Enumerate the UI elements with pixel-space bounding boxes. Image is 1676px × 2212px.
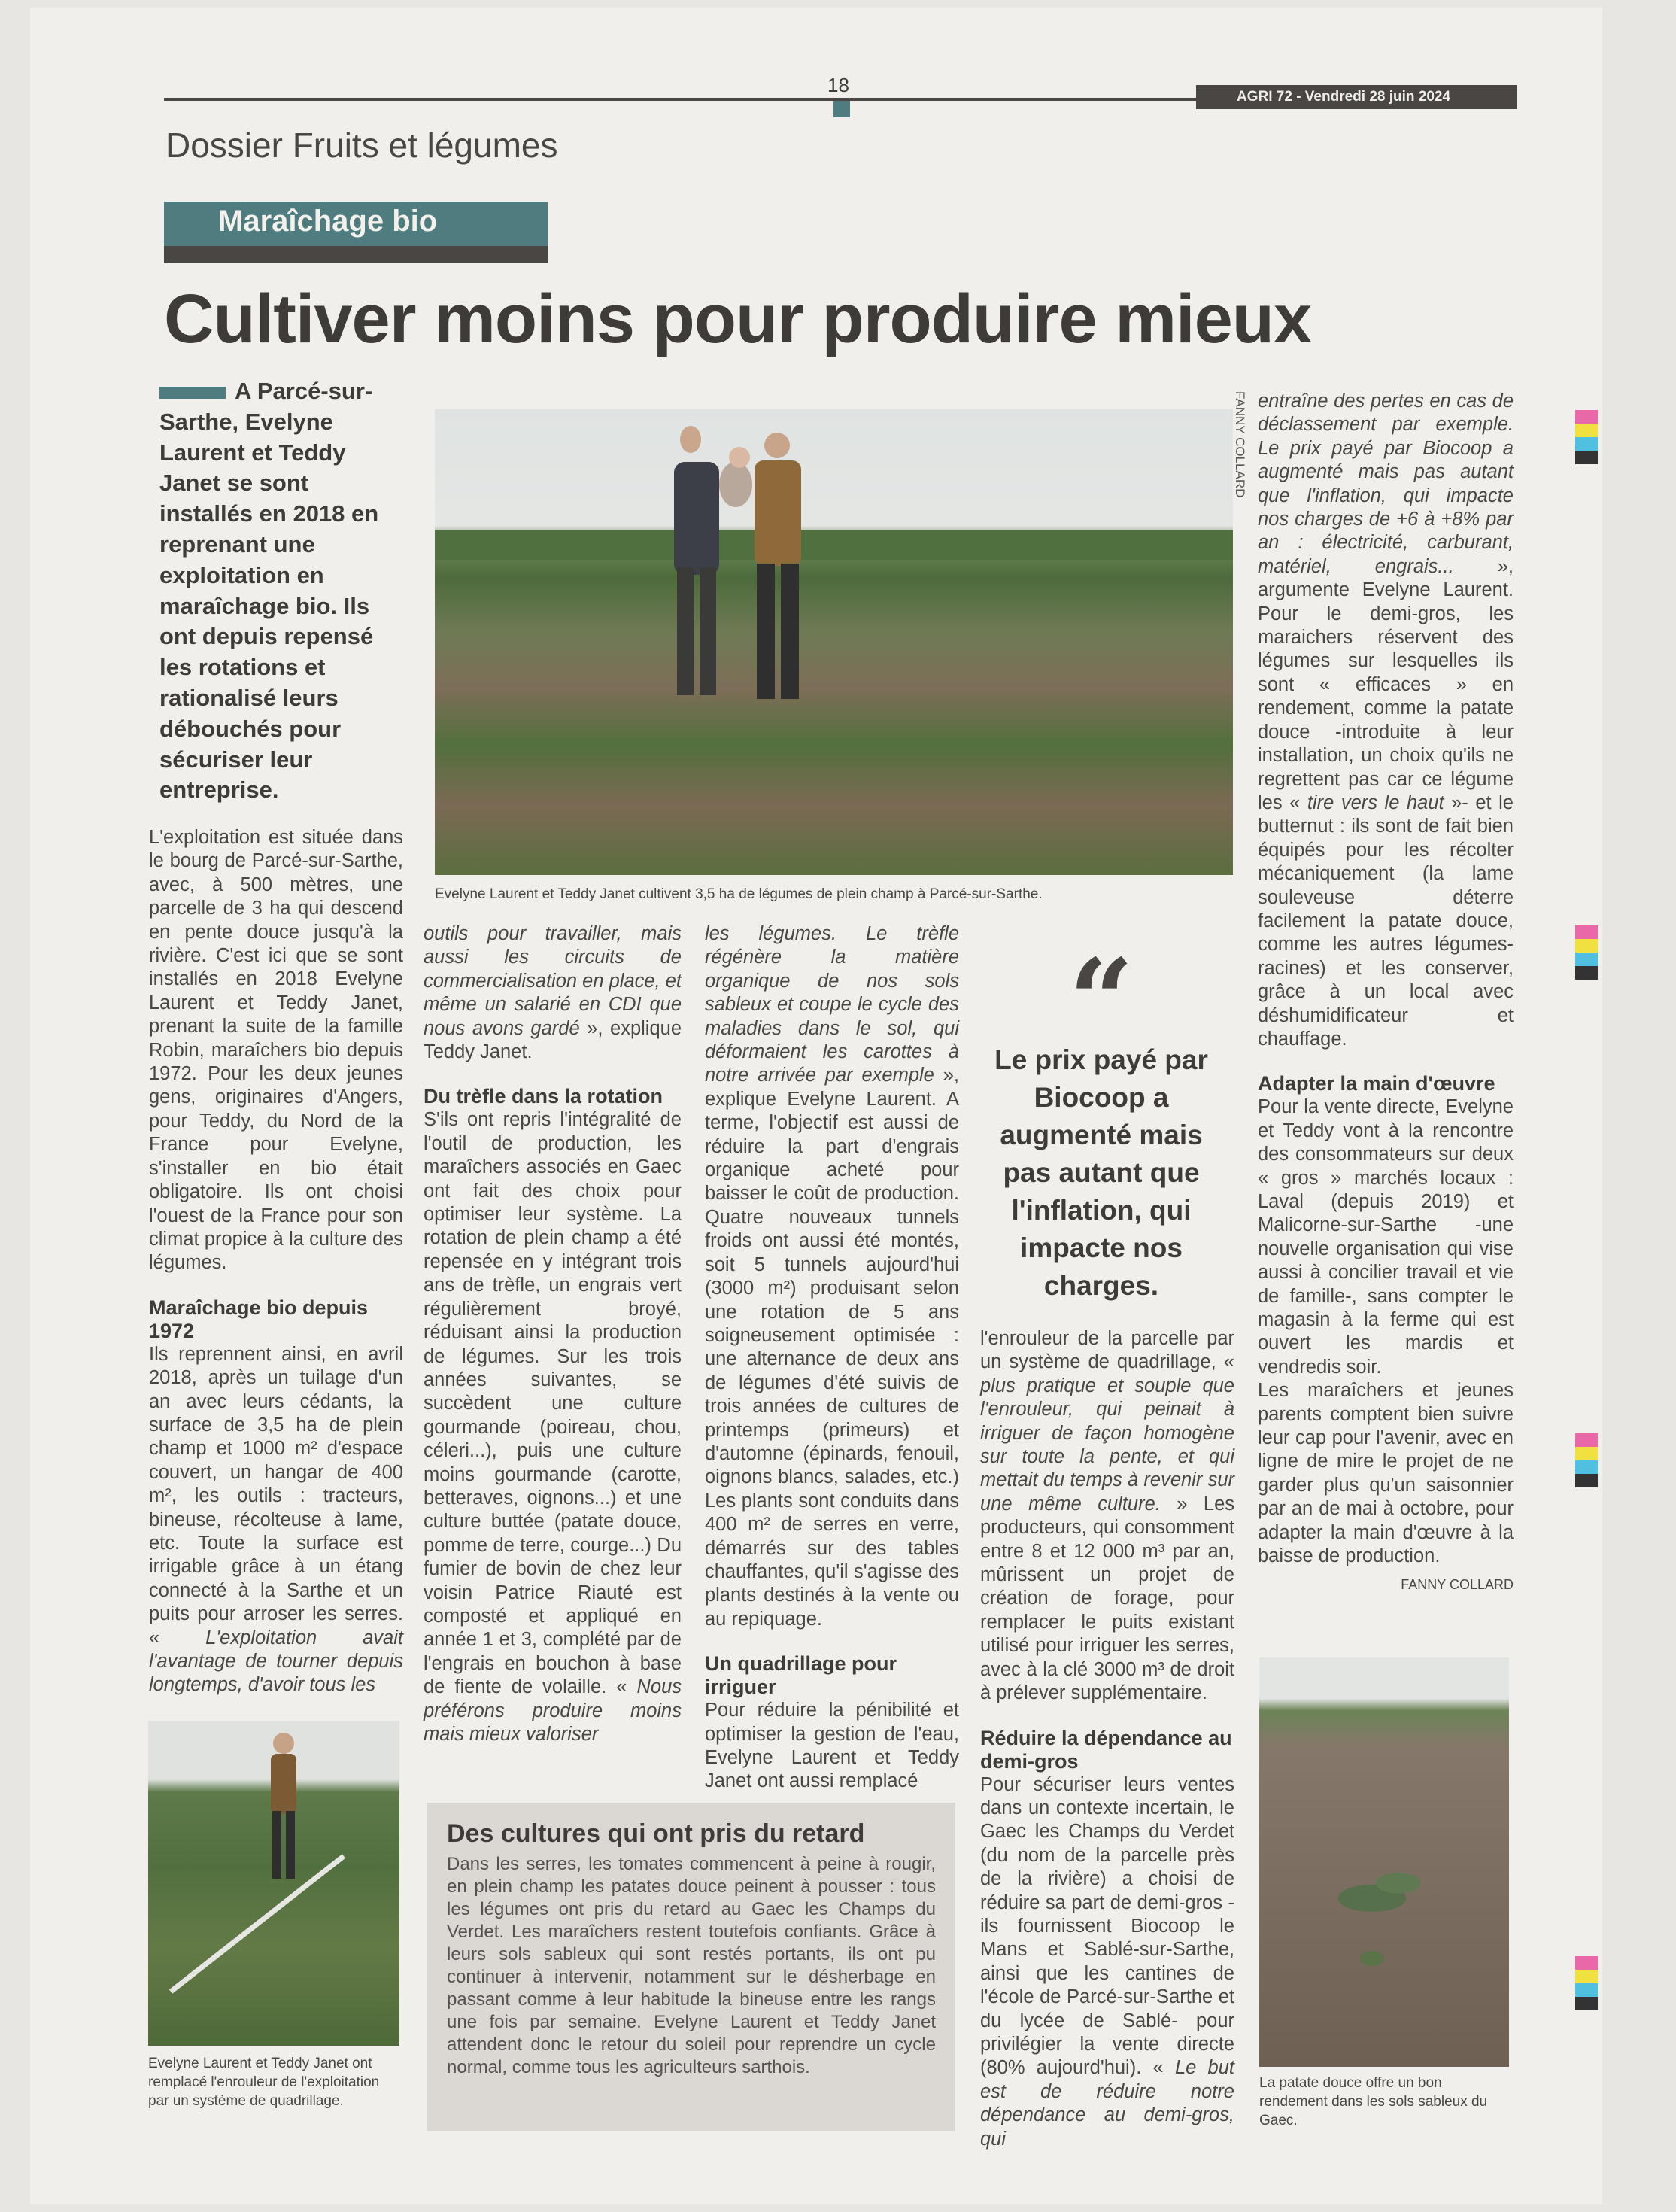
- text-run: Pour sécuriser leurs ventes dans un contexte incertain, le Gaec les Champs du Verdet (du nom de la parcelle près de la rivière) a choisi de réduire sa part de demi-gros -ils fournissent Biocoop le Mans et Sablé-sur-Sarthe, ainsi que les cantines de l'école de Parcé-sur-Sarthe et du lycée de Sablé- pour privilégier la vente directe (80% aujourd'hui). «: [980, 1773, 1234, 2079]
- subheading: [705, 1652, 959, 1699]
- paragraph: [424, 1108, 682, 1746]
- right-photo: [1259, 1657, 1509, 2067]
- article-lead: [159, 376, 404, 806]
- text-run: », argumente Evelyne Laurent. Pour le demi-gros, les maraichers réservent des légumes sur lesquelles ils sont « efficaces » en rendement, comme la patate douce -introduite à leur installation, un choix qu'ils ne regrettent pas car ce légume les «: [1258, 555, 1514, 813]
- paragraph: [705, 922, 959, 1631]
- text-run: », explique Teddy Janet.: [424, 1017, 682, 1063]
- text-run: Maraîchage bio depuis 1972: [149, 1296, 369, 1342]
- sidebar-box-text: Dans les serres, les tomates commencent à peine à rougir, en plein champ les patates douce peinent à pousser : tous les légumes ont pris du retard au Gaec les Champs du Verdet. Les maraîchers restent toutefois confiants. Grâce à leurs sols sableux qui sont restés portants, ils ont pu continuer à intervenir, notamment sur le désherbage en passant comme à leur habitude la bineuse entre les rangs une fois par semaine. Evelyne Laurent et Teddy Janet attendent donc le retour du soleil pour reprendre un cycle normal, comme tous les agriculteurs sarthois.: [447, 1854, 936, 2077]
- text-run: Pour réduire la pénibilité et optimiser la gestion de l'eau, Evelyne Laurent et Teddy Janet ont aussi remplacé: [705, 1700, 959, 1792]
- quoted-text: entraîne des pertes en cas de déclassement par exemple. Le prix payé par Biocoop a augmenté mais pas autant que l'inflation, qui impacte nos charges de +6 à +8% par an : électricité, carburant, matériel, engrais...: [1258, 390, 1514, 577]
- quoted-text: L'exploitation avait l'avantage de tourner depuis longtemps, d'avoir tous les: [149, 1627, 403, 1696]
- header-rule: [164, 98, 1202, 101]
- pull-quote-text: Le prix payé par Biocoop a augmenté mais pas autant que l'inflation, qui impacte nos charges.: [994, 1044, 1208, 1301]
- quote-marks-icon: “: [1068, 934, 1134, 1067]
- quoted-text: Nous préférons produire moins mais mieux valoriser: [424, 1676, 682, 1745]
- text-run: », explique Evelyne Laurent. A terme, l'objectif est aussi de réduire la part d'engrais organique acheté pour baisser le coût de production. Quatre nouveaux tunnels froids ont aussi été montés, soit 5 tunnels aujourd'hui (3000 m²) produisant selon une rotation de 5 ans soigneusement optimisée : une alternance de deux ans de légumes d'été suivis de trois années de cultures de printemps (primeurs) et d'automne (épinards, fenouil, oignons blancs, salades, etc.) Les plants sont conduits dans 400 m² de serres en verre, démarrés sur des tables chauffantes, qu'il s'agisse des plants destinés à la vente ou au repiquage.: [705, 1065, 959, 1630]
- left-photo: [148, 1721, 399, 2046]
- paragraph: [424, 922, 682, 1064]
- text-run: » Les producteurs, qui consomment entre 8 et 12 000 m³ par an, mûrissent un projet de création de forage, pour remplacer le puits existant utilisé pour irriguer les serres, avec à la clé 3000 m³ de droit à prélever supplémentaire.: [980, 1493, 1234, 1704]
- left-photo-caption: Evelyne Laurent et Teddy Janet ont remplacé l'enrouleur de l'exploitation par un système de quadrillage.: [148, 2056, 380, 2109]
- text-run: Réduire la dépendance au demi-gros: [980, 1726, 1232, 1773]
- text-run: Adapter la main d'œuvre: [1258, 1072, 1495, 1095]
- publication-date-badge: AGRI 72 - Vendredi 28 juin 2024: [1196, 85, 1517, 109]
- paragraph: [1258, 1379, 1514, 1568]
- lead-bar: [159, 387, 226, 399]
- text-run: FANNY COLLARD: [1401, 1576, 1514, 1592]
- paragraph: [1258, 1095, 1514, 1379]
- color-registration-marks: [1575, 1433, 1598, 1487]
- rubric-label: Maraîchage bio: [218, 205, 438, 238]
- subheading: [149, 1296, 403, 1343]
- paragraph: [149, 1343, 403, 1697]
- article-title: Cultiver moins pour produire mieux: [164, 281, 1312, 357]
- subheading: [980, 1727, 1234, 1773]
- text-run: Un quadrillage pour irriguer: [705, 1652, 897, 1699]
- section-heading: Dossier Fruits et légumes: [165, 126, 558, 165]
- text-run: Pour la vente directe, Evelyne et Teddy vont à la rencontre des consommateurs sur deux « gros » marchés locaux : Laval (depuis 2019) et Malicorne-sur-Sarthe -une nouvelle organisation qui vise aussi à concilier travail et vie de famille-, sans compter le magasin à la ferme qui est ouvert les mardis et vendredis soir.: [1258, 1096, 1514, 1378]
- text-run: Ils reprennent ainsi, en avril 2018, après un tuilage d'un an avec leurs cédants, la surface de 3,5 ha de plein champ et 1000 m² d'espace couvert, un hangar de 400 m², les outils : tracteurs, bineuse, récolteuse à lame, etc. Toute la surface est irrigable grâce à un étang connecté à la Sarthe et un puits pour arroser les serres. «: [149, 1343, 403, 1648]
- article-column-3: [705, 922, 959, 1794]
- article-column-5: [1258, 390, 1514, 1597]
- pull-quote: [973, 934, 1229, 1305]
- sweet-potato-plant-icon: [1259, 1657, 1509, 2067]
- article-column-1: [149, 826, 403, 1697]
- text-run: L'exploitation est située dans le bourg de Parcé-sur-Sarthe, avec, à 500 mètres, une parcelle de 3 ha qui descend en pente douce jusqu'à la rivière. C'est ici que se sont installés en 2018 Evelyne Laurent et Teddy Janet, prenant la suite de la famille Robin, maraîchers bio depuis 1972. Pour les deux jeunes gens, originaires d'Angers, pour Teddy, du Nord de la France pour Evelyne, s'installer en bio était obligatoire. Ils ont choisi l'ouest de la France pour son climat propice à la culture des légumes.: [149, 827, 403, 1274]
- paragraph: [705, 1699, 959, 1794]
- article-column-4: [980, 1327, 1234, 2151]
- text-run: S'ils ont repris l'intégralité de l'outil de production, les maraîchers associés en Gaec ont fait des choix pour optimiser leur système. La rotation de plein champ a été repensée en y intégrant trois ans de trèfle, un engrais vert régulièrement broyé, réduisant ainsi la production de légumes. Sur les trois années suivantes, se succèdent une culture gourmande (poireau, chou, céleri...), puis une culture moins gourmande (carotte, betteraves, oignons...) et une culture buttée (patate douce, pomme de terre, courge...) Du fumier de bovin de chez leur voisin Patrice Riauté est composté et appliqué en année 1 et 3, complété par de l'engrais en bouchon à base de fiente de volaille. «: [424, 1109, 682, 1698]
- subheading: [424, 1085, 682, 1108]
- sidebar-box: [427, 1803, 955, 2131]
- main-photo: [435, 409, 1233, 875]
- quoted-text: Le but est de réduire notre dépendance au demi-gros, qui: [980, 2057, 1234, 2150]
- text-run: »- et le butternut : ils sont de fait bien équipés pour les récolter mécaniquement (la lame souleveuse déterre facilement la patate douce, comme les autres légumes-racines) et les conserver, grâce à un local avec déshumidificateur et chauffage.: [1258, 792, 1514, 1050]
- quoted-text: outils pour travailler, mais aussi les circuits de commercialisation en place, et même un salarié en CDI que nous avons gardé: [424, 923, 682, 1039]
- subheading: [1258, 1072, 1514, 1095]
- paragraph: [980, 1327, 1234, 1706]
- quoted-text: tire vers le haut: [1307, 792, 1444, 813]
- quoted-text: les légumes. Le trèfle régénère la matière organique de nos sols sableux et coupe le cycle des maladies dans le sol, qui déformaient les carottes à notre arrivée par exemple: [705, 923, 959, 1086]
- text-run: Les maraîchers et jeunes parents comptent bien suivre leur cap pour l'avenir, avec en ligne de mire le projet de ne garder plus qu'un saisonnier par an de mai à octobre, pour adapter la main d'œuvre à la baisse de production.: [1258, 1380, 1514, 1567]
- author-signature: [1258, 1573, 1514, 1597]
- paragraph: [149, 826, 403, 1275]
- photo-credit: FANNY COLLARD: [1233, 391, 1247, 498]
- quoted-text: plus pratique et souple que l'enrouleur, qui peinait à irriguer de façon homogène sur toute la pente, et qui mettait du temps à revenir sur une même culture.: [980, 1375, 1234, 1515]
- text-run: l'enrouleur de la parcelle par un système de quadrillage, «: [980, 1328, 1234, 1373]
- color-registration-marks: [1575, 410, 1598, 464]
- lead-text: A Parcé-sur-Sarthe, Evelyne Laurent et Teddy Janet se sont installés en 2018 en reprenant une exploitation en maraîchage bio. Ils ont depuis repensé les rotations et rationalisé leurs débouchés pour sécuriser leur entreprise.: [159, 378, 379, 804]
- farmers-figure-icon: [435, 409, 1233, 875]
- rubric-banner: [164, 202, 548, 263]
- irrigation-figure-icon: [148, 1721, 399, 2046]
- page-number: 18: [827, 74, 849, 96]
- text-run: Du trèfle dans la rotation: [424, 1085, 663, 1108]
- color-registration-marks: [1575, 925, 1598, 980]
- header-accent-mark: [833, 101, 850, 117]
- main-photo-caption: Evelyne Laurent et Teddy Janet cultivent 3,5 ha de légumes de plein champ à Parcé-sur-Sarthe.: [435, 886, 1043, 902]
- paragraph: [980, 1773, 1234, 2152]
- article-column-2: [424, 922, 682, 1746]
- right-photo-caption: La patate douce offre un bon rendement dans les sols sableux du Gaec.: [1259, 2075, 1488, 2128]
- sidebar-box-title: Des cultures qui ont pris du retard: [447, 1819, 865, 1848]
- color-registration-marks: [1575, 1956, 1598, 2010]
- paragraph: [1258, 390, 1514, 1051]
